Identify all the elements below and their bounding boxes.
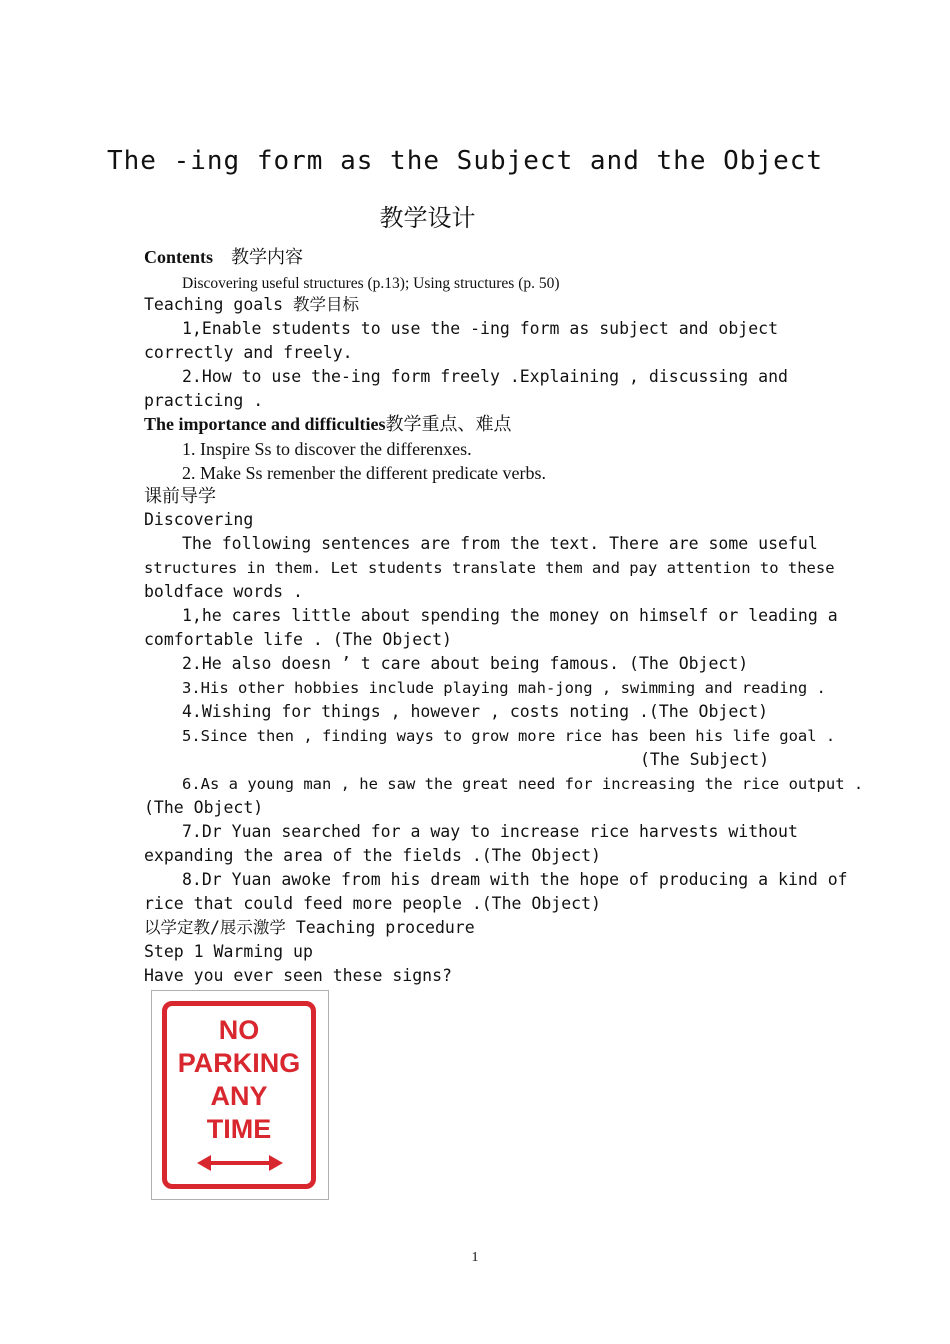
importance-item: 2. Make Ss remenber the different predicate verbs. <box>182 463 547 483</box>
importance-heading <box>144 412 512 436</box>
step1-heading: Step 1 Warming up <box>144 942 313 961</box>
contents-text: Discovering useful structures (p.13); Using structures (p. 50) <box>182 275 560 292</box>
preview-heading: 课前导学 <box>144 486 216 506</box>
sign-line: NO <box>218 1015 260 1045</box>
document-title: The -ing form as the Subject and the Object <box>106 146 824 176</box>
sentence-line: (The Subject) <box>640 750 770 769</box>
sentence-line: 7.Dr Yuan searched for a way to increase rice harvests without <box>182 822 798 841</box>
goal-line: 2.How to use the-ing form freely .Explaining , discussing and <box>182 367 788 386</box>
contents-label-cn: 教学内容 <box>231 247 304 267</box>
intro-line: The following sentences are from the text. There are some useful <box>182 534 818 553</box>
double-arrow-icon <box>197 1154 283 1172</box>
goal-line: correctly and freely. <box>144 343 353 362</box>
importance-heading-cn: 教学重点、难点 <box>385 414 512 434</box>
sentence-line: 2.He also doesn ’ t care about being famous. (The Object) <box>182 654 749 673</box>
contents-label: Contents <box>144 247 214 267</box>
sentence-line: 4.Wishing for things , however , costs noting .(The Object) <box>182 702 769 721</box>
sign-line: TIME <box>206 1114 272 1144</box>
contents-heading <box>144 245 303 269</box>
sentence-line: rice that could feed more people .(The Object) <box>144 894 601 913</box>
intro-line: boldface words . <box>144 582 303 601</box>
sign-line: ANY <box>210 1081 268 1111</box>
no-parking-sign-image <box>151 990 329 1200</box>
sentence-line: comfortable life . (The Object) <box>144 630 452 649</box>
teaching-goals-heading: Teaching goals 教学目标 <box>144 295 360 314</box>
page-number: 1 <box>471 1250 479 1265</box>
goal-line: practicing . <box>144 391 264 410</box>
sentence-line: 3.His other hobbies include playing mah-jong , swimming and reading . <box>182 679 826 697</box>
importance-item: 1. Inspire Ss to discover the differenxes. <box>182 439 472 459</box>
sentence-line: 8.Dr Yuan awoke from his dream with the hope of producing a kind of <box>182 870 848 889</box>
sign-line: PARKING <box>177 1048 301 1078</box>
sentence-line: expanding the area of the fields .(The Object) <box>144 846 601 865</box>
sentence-line: 1,he cares little about spending the money on himself or leading a <box>182 606 838 625</box>
discovering-heading: Discovering <box>144 510 254 529</box>
intro-line: structures in them. Let students translate them and pay attention to these <box>144 559 835 577</box>
procedure-heading: 以学定教/展示激学 Teaching procedure <box>144 918 475 937</box>
sentence-line: 6.As a young man , he saw the great need for increasing the rice output . <box>182 775 864 793</box>
document-subtitle: 教学设计 <box>379 206 476 232</box>
goal-line: 1,Enable students to use the -ing form as subject and object <box>182 319 779 338</box>
sign-border <box>162 1001 316 1189</box>
warmup-question: Have you ever seen these signs? <box>144 966 452 985</box>
importance-heading-en: The importance and difficulties <box>144 414 386 434</box>
sentence-line: 5.Since then , finding ways to grow more rice has been his life goal . <box>182 727 836 745</box>
sentence-line: (The Object) <box>144 798 264 817</box>
